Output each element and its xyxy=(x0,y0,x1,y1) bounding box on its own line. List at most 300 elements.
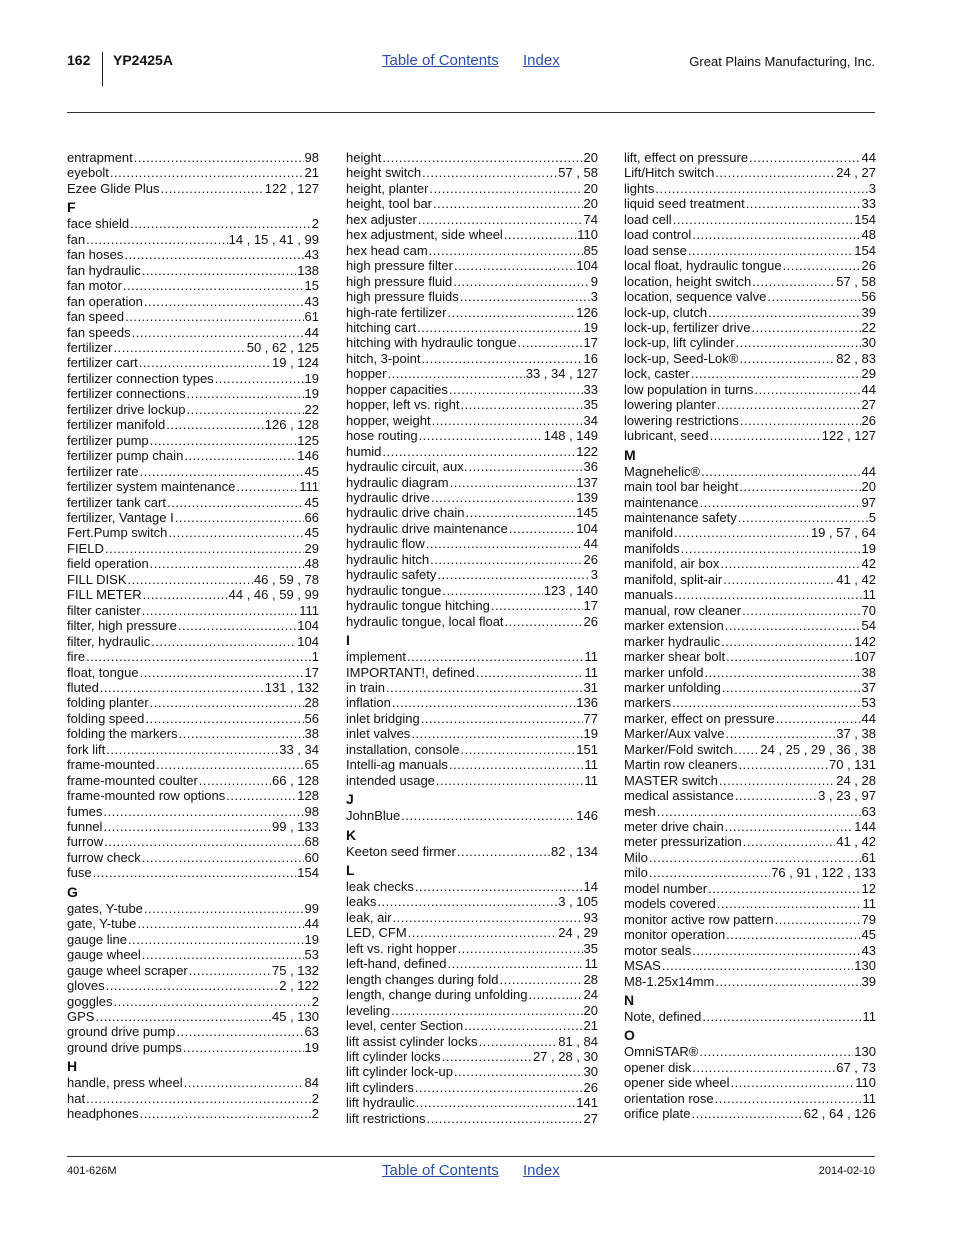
index-entry[interactable] xyxy=(624,1106,876,1121)
index-entry[interactable] xyxy=(346,925,598,940)
page-references[interactable]: 1 xyxy=(311,649,319,665)
index-entry[interactable] xyxy=(346,444,598,459)
index-entry[interactable] xyxy=(624,912,876,927)
index-entry[interactable] xyxy=(624,479,876,494)
page-references[interactable]: 138 xyxy=(297,262,319,278)
page-references[interactable]: 27 xyxy=(583,1110,598,1126)
index-entry[interactable] xyxy=(624,1075,876,1090)
page-references[interactable]: 5 xyxy=(868,509,876,525)
page-references[interactable]: 3 xyxy=(590,289,598,305)
index-entry[interactable] xyxy=(67,464,319,479)
page-references[interactable]: 19 xyxy=(304,370,319,386)
index-entry[interactable] xyxy=(67,901,319,916)
page-references[interactable]: 24 , 27 xyxy=(836,165,876,181)
index-entry[interactable] xyxy=(346,212,598,227)
index-entry[interactable] xyxy=(624,212,876,227)
index-entry[interactable] xyxy=(624,320,876,335)
index-entry[interactable] xyxy=(67,1091,319,1106)
page-references[interactable]: 70 , 131 xyxy=(829,757,876,773)
index-entry[interactable] xyxy=(346,289,598,304)
index-entry[interactable] xyxy=(67,232,319,247)
index-entry[interactable] xyxy=(67,355,319,370)
page-references[interactable]: 74 xyxy=(583,211,598,227)
index-entry[interactable] xyxy=(624,258,876,273)
index-entry[interactable] xyxy=(346,726,598,741)
page-references[interactable]: 104 xyxy=(297,618,319,634)
index-link-bottom[interactable]: Index xyxy=(523,1162,560,1179)
page-references[interactable]: 104 xyxy=(297,633,319,649)
page-references[interactable]: 79 xyxy=(861,911,876,927)
index-entry[interactable] xyxy=(67,1040,319,1055)
index-entry[interactable] xyxy=(624,366,876,381)
index-entry[interactable] xyxy=(67,788,319,803)
index-entry[interactable] xyxy=(346,165,598,180)
page-references[interactable]: 45 xyxy=(304,494,319,510)
index-entry[interactable] xyxy=(67,541,319,556)
index-entry[interactable] xyxy=(346,1003,598,1018)
page-references[interactable]: 3 , 105 xyxy=(558,894,598,910)
index-entry[interactable] xyxy=(67,572,319,587)
index-entry[interactable] xyxy=(67,963,319,978)
index-entry[interactable] xyxy=(346,490,598,505)
page-references[interactable]: 39 xyxy=(861,973,876,989)
page-references[interactable]: 61 xyxy=(304,309,319,325)
page-references[interactable]: 42 xyxy=(861,556,876,572)
page-references[interactable]: 82 , 83 xyxy=(836,350,876,366)
index-entry[interactable] xyxy=(67,386,319,401)
page-references[interactable]: 3 xyxy=(868,180,876,196)
page-references[interactable]: 57 , 58 xyxy=(558,165,598,181)
page-references[interactable]: 142 xyxy=(854,633,876,649)
index-entry[interactable] xyxy=(624,773,876,788)
page-references[interactable]: 67 , 73 xyxy=(836,1059,876,1075)
page-references[interactable]: 11 xyxy=(584,664,598,680)
page-references[interactable]: 38 xyxy=(861,664,876,680)
page-references[interactable]: 19 xyxy=(304,1039,319,1055)
index-entry[interactable] xyxy=(624,196,876,211)
page-references[interactable]: 75 , 132 xyxy=(272,962,319,978)
page-references[interactable]: 33 xyxy=(583,381,598,397)
page-references[interactable]: 2 xyxy=(311,216,319,232)
page-references[interactable]: 28 xyxy=(304,695,319,711)
index-entry[interactable] xyxy=(346,844,598,859)
index-entry[interactable] xyxy=(346,773,598,788)
page-references[interactable]: 20 xyxy=(583,150,598,165)
index-entry[interactable] xyxy=(67,916,319,931)
page-references[interactable]: 11 xyxy=(862,896,876,912)
index-entry[interactable] xyxy=(624,680,876,695)
index-entry[interactable] xyxy=(624,649,876,664)
page-references[interactable]: 20 xyxy=(583,1002,598,1018)
page-references[interactable]: 56 xyxy=(304,710,319,726)
page-references[interactable]: 122 , 127 xyxy=(264,180,319,196)
index-entry[interactable] xyxy=(624,695,876,710)
page-references[interactable]: 43 xyxy=(304,247,319,263)
page-references[interactable]: 99 xyxy=(304,900,319,916)
index-entry[interactable] xyxy=(624,927,876,942)
page-references[interactable]: 44 xyxy=(861,381,876,397)
page-references[interactable]: 107 xyxy=(854,649,876,665)
index-entry[interactable] xyxy=(67,680,319,695)
index-entry[interactable] xyxy=(67,402,319,417)
index-entry[interactable] xyxy=(67,495,319,510)
page-references[interactable]: 17 xyxy=(583,598,598,614)
page-references[interactable]: 111 xyxy=(299,479,319,495)
page-references[interactable]: 26 xyxy=(861,258,876,274)
index-entry[interactable] xyxy=(346,956,598,971)
page-references[interactable]: 15 xyxy=(304,278,319,294)
index-entry[interactable] xyxy=(67,294,319,309)
page-references[interactable]: 50 , 62 , 125 xyxy=(246,339,319,355)
page-references[interactable]: 20 xyxy=(583,196,598,212)
page-references[interactable]: 36 xyxy=(583,459,598,475)
page-references[interactable]: 44 , 46 , 59 , 99 xyxy=(228,587,319,603)
page-references[interactable]: 22 xyxy=(304,401,319,417)
page-references[interactable]: 76 , 91 , 122 , 133 xyxy=(771,865,876,881)
index-entry[interactable] xyxy=(346,459,598,474)
index-entry[interactable] xyxy=(67,804,319,819)
page-references[interactable]: 98 xyxy=(304,150,319,165)
index-entry[interactable] xyxy=(624,428,876,443)
index-entry[interactable] xyxy=(346,1111,598,1126)
page-references[interactable]: 54 xyxy=(861,618,876,634)
page-references[interactable]: 11 xyxy=(584,772,598,788)
page-references[interactable]: 29 xyxy=(861,366,876,382)
index-entry[interactable] xyxy=(624,495,876,510)
page-references[interactable]: 98 xyxy=(304,803,319,819)
index-entry[interactable] xyxy=(624,397,876,412)
index-entry[interactable] xyxy=(346,665,598,680)
page-references[interactable]: 148 , 149 xyxy=(543,428,598,444)
index-entry[interactable] xyxy=(624,742,876,757)
page-references[interactable]: 48 xyxy=(304,556,319,572)
page-references[interactable]: 30 xyxy=(861,335,876,351)
page-references[interactable]: 126 xyxy=(576,304,598,320)
index-entry[interactable] xyxy=(346,598,598,613)
index-entry[interactable] xyxy=(67,371,319,386)
index-entry[interactable] xyxy=(624,634,876,649)
page-references[interactable]: 35 xyxy=(583,940,598,956)
page-references[interactable]: 141 xyxy=(576,1095,598,1111)
page-references[interactable]: 2 , 122 xyxy=(279,978,319,994)
page-references[interactable]: 126 , 128 xyxy=(264,417,319,433)
index-entry[interactable] xyxy=(346,1034,598,1049)
index-entry[interactable] xyxy=(624,572,876,587)
page-references[interactable]: 137 xyxy=(576,474,598,490)
index-entry[interactable] xyxy=(346,181,598,196)
index-entry[interactable] xyxy=(67,978,319,993)
page-references[interactable]: 66 , 128 xyxy=(272,772,319,788)
index-entry[interactable] xyxy=(346,1049,598,1064)
page-references[interactable]: 43 xyxy=(861,942,876,958)
page-references[interactable]: 57 , 58 xyxy=(836,273,876,289)
page-references[interactable]: 19 xyxy=(583,319,598,335)
index-entry[interactable] xyxy=(624,541,876,556)
page-references[interactable]: 19 , 124 xyxy=(272,355,319,371)
page-references[interactable]: 24 , 28 xyxy=(836,772,876,788)
page-references[interactable]: 136 xyxy=(576,695,598,711)
index-entry[interactable] xyxy=(67,325,319,340)
index-entry[interactable] xyxy=(346,894,598,909)
index-entry[interactable] xyxy=(346,351,598,366)
index-entry[interactable] xyxy=(624,943,876,958)
index-entry[interactable] xyxy=(346,366,598,381)
page-references[interactable]: 68 xyxy=(304,834,319,850)
index-entry[interactable] xyxy=(624,711,876,726)
index-entry[interactable] xyxy=(346,987,598,1002)
page-references[interactable]: 33 , 34 xyxy=(279,741,319,757)
page-references[interactable]: 45 xyxy=(861,927,876,943)
page-references[interactable]: 27 , 28 , 30 xyxy=(532,1049,598,1065)
page-references[interactable]: 9 xyxy=(590,273,598,289)
page-references[interactable]: 45 , 130 xyxy=(272,1009,319,1025)
page-references[interactable]: 45 xyxy=(304,463,319,479)
page-references[interactable]: 81 , 84 xyxy=(558,1033,598,1049)
page-references[interactable]: 82 , 134 xyxy=(551,843,598,859)
index-entry[interactable] xyxy=(67,695,319,710)
page-references[interactable]: 11 xyxy=(584,757,598,773)
index-entry[interactable] xyxy=(67,448,319,463)
page-references[interactable]: 3 xyxy=(590,567,598,583)
index-entry[interactable] xyxy=(67,711,319,726)
index-entry[interactable] xyxy=(346,475,598,490)
page-references[interactable]: 26 xyxy=(583,1079,598,1095)
index-entry[interactable] xyxy=(346,552,598,567)
index-entry[interactable] xyxy=(624,335,876,350)
page-references[interactable]: 27 xyxy=(861,397,876,413)
index-entry[interactable] xyxy=(624,1091,876,1106)
page-references[interactable]: 22 xyxy=(861,319,876,335)
index-entry[interactable] xyxy=(346,649,598,664)
index-entry[interactable] xyxy=(67,278,319,293)
page-references[interactable]: 19 xyxy=(583,726,598,742)
index-entry[interactable] xyxy=(346,1064,598,1079)
page-references[interactable]: 53 xyxy=(861,695,876,711)
index-entry[interactable] xyxy=(67,757,319,772)
page-references[interactable]: 145 xyxy=(576,505,598,521)
page-references[interactable]: 21 xyxy=(304,165,319,181)
page-references[interactable]: 139 xyxy=(576,489,598,505)
index-entry[interactable] xyxy=(67,150,319,165)
index-entry[interactable] xyxy=(67,340,319,355)
page-references[interactable]: 24 , 25 , 29 , 36 , 38 xyxy=(760,741,876,757)
index-entry[interactable] xyxy=(624,165,876,180)
page-references[interactable]: 99 , 133 xyxy=(272,819,319,835)
page-references[interactable]: 60 xyxy=(304,849,319,865)
page-references[interactable]: 21 xyxy=(583,1018,598,1034)
index-entry[interactable] xyxy=(346,335,598,350)
page-references[interactable]: 131 , 132 xyxy=(264,679,319,695)
page-references[interactable]: 122 , 127 xyxy=(821,428,876,444)
index-entry[interactable] xyxy=(624,865,876,880)
page-references[interactable]: 24 , 29 xyxy=(558,925,598,941)
page-references[interactable]: 19 , 57 , 64 xyxy=(810,525,876,541)
page-references[interactable]: 17 xyxy=(583,335,598,351)
index-entry[interactable] xyxy=(624,243,876,258)
index-entry[interactable] xyxy=(346,227,598,242)
index-entry[interactable] xyxy=(624,464,876,479)
index-entry[interactable] xyxy=(346,1095,598,1110)
page-references[interactable]: 30 xyxy=(583,1064,598,1080)
page-references[interactable]: 122 xyxy=(576,443,598,459)
page-references[interactable]: 11 xyxy=(584,956,598,972)
index-entry[interactable] xyxy=(67,932,319,947)
index-entry[interactable] xyxy=(67,834,319,849)
page-references[interactable]: 11 xyxy=(862,1090,876,1106)
index-entry[interactable] xyxy=(67,165,319,180)
index-entry[interactable] xyxy=(67,634,319,649)
page-references[interactable]: 14 , 15 , 41 , 99 xyxy=(228,231,319,247)
index-entry[interactable] xyxy=(346,757,598,772)
index-entry[interactable] xyxy=(346,680,598,695)
page-references[interactable]: 66 xyxy=(304,509,319,525)
page-references[interactable]: 85 xyxy=(583,242,598,258)
index-entry[interactable] xyxy=(624,227,876,242)
index-entry[interactable] xyxy=(346,505,598,520)
page-references[interactable]: 34 xyxy=(583,412,598,428)
index-entry[interactable] xyxy=(624,556,876,571)
index-entry[interactable] xyxy=(624,757,876,772)
page-references[interactable]: 11 xyxy=(862,1009,876,1025)
index-entry[interactable] xyxy=(346,1018,598,1033)
index-entry[interactable] xyxy=(346,972,598,987)
index-entry[interactable] xyxy=(67,665,319,680)
index-entry[interactable] xyxy=(346,274,598,289)
page-references[interactable]: 104 xyxy=(576,520,598,536)
index-entry[interactable] xyxy=(67,994,319,1009)
index-entry[interactable] xyxy=(346,567,598,582)
index-entry[interactable] xyxy=(67,1024,319,1039)
page-references[interactable]: 125 xyxy=(297,432,319,448)
index-entry[interactable] xyxy=(346,614,598,629)
index-entry[interactable] xyxy=(624,896,876,911)
index-entry[interactable] xyxy=(624,305,876,320)
index-entry[interactable] xyxy=(624,603,876,618)
page-references[interactable]: 19 xyxy=(304,931,319,947)
index-entry[interactable] xyxy=(346,521,598,536)
index-entry[interactable] xyxy=(67,603,319,618)
index-entry[interactable] xyxy=(624,881,876,896)
page-references[interactable]: 29 xyxy=(304,540,319,556)
page-references[interactable]: 26 xyxy=(583,551,598,567)
index-entry[interactable] xyxy=(67,263,319,278)
index-entry[interactable] xyxy=(624,665,876,680)
page-references[interactable]: 44 xyxy=(304,916,319,932)
page-references[interactable]: 53 xyxy=(304,947,319,963)
index-entry[interactable] xyxy=(624,413,876,428)
index-entry[interactable] xyxy=(346,941,598,956)
index-entry[interactable] xyxy=(624,788,876,803)
page-references[interactable]: 35 xyxy=(583,397,598,413)
index-entry[interactable] xyxy=(346,428,598,443)
page-references[interactable]: 77 xyxy=(583,710,598,726)
index-entry[interactable] xyxy=(346,695,598,710)
page-references[interactable]: 84 xyxy=(304,1075,319,1091)
index-entry[interactable] xyxy=(346,320,598,335)
index-entry[interactable] xyxy=(346,305,598,320)
index-entry[interactable] xyxy=(346,196,598,211)
index-entry[interactable] xyxy=(346,536,598,551)
page-references[interactable]: 41 , 42 xyxy=(836,571,876,587)
page-references[interactable]: 11 xyxy=(862,587,876,603)
index-entry[interactable] xyxy=(67,587,319,602)
page-references[interactable]: 154 xyxy=(297,865,319,881)
index-entry[interactable] xyxy=(67,433,319,448)
index-entry[interactable] xyxy=(67,947,319,962)
page-references[interactable]: 31 xyxy=(583,679,598,695)
index-entry[interactable] xyxy=(624,618,876,633)
index-entry[interactable] xyxy=(67,216,319,231)
page-references[interactable]: 44 xyxy=(861,463,876,479)
page-references[interactable]: 93 xyxy=(583,909,598,925)
page-references[interactable]: 111 xyxy=(299,602,319,618)
page-references[interactable]: 70 xyxy=(861,602,876,618)
index-entry[interactable] xyxy=(67,865,319,880)
index-entry[interactable] xyxy=(67,479,319,494)
page-references[interactable]: 2 xyxy=(311,993,319,1009)
page-references[interactable]: 37 , 38 xyxy=(836,726,876,742)
page-references[interactable]: 17 xyxy=(304,664,319,680)
index-entry[interactable] xyxy=(624,958,876,973)
page-references[interactable]: 130 xyxy=(854,1044,876,1060)
page-references[interactable]: 61 xyxy=(861,849,876,865)
index-entry[interactable] xyxy=(624,974,876,989)
page-references[interactable]: 20 xyxy=(583,180,598,196)
index-entry[interactable] xyxy=(67,742,319,757)
page-references[interactable]: 151 xyxy=(576,741,598,757)
index-entry[interactable] xyxy=(67,618,319,633)
index-entry[interactable] xyxy=(624,1044,876,1059)
index-entry[interactable] xyxy=(624,1009,876,1024)
index-entry[interactable] xyxy=(67,649,319,664)
page-references[interactable]: 44 xyxy=(861,150,876,165)
index-entry[interactable] xyxy=(346,397,598,412)
index-entry[interactable] xyxy=(67,247,319,262)
page-references[interactable]: 43 xyxy=(304,293,319,309)
index-entry[interactable] xyxy=(624,587,876,602)
page-references[interactable]: 146 xyxy=(576,808,598,824)
page-references[interactable]: 46 , 59 , 78 xyxy=(253,571,319,587)
page-references[interactable]: 45 xyxy=(304,525,319,541)
index-entry[interactable] xyxy=(346,1080,598,1095)
page-references[interactable]: 62 , 64 , 126 xyxy=(803,1106,876,1122)
page-references[interactable]: 2 xyxy=(311,1090,319,1106)
index-entry[interactable] xyxy=(67,1106,319,1121)
index-entry[interactable] xyxy=(67,525,319,540)
page-references[interactable]: 104 xyxy=(576,258,598,274)
page-references[interactable]: 123 , 140 xyxy=(543,582,598,598)
index-entry[interactable] xyxy=(67,1009,319,1024)
index-entry[interactable] xyxy=(624,150,876,165)
toc-link-top[interactable]: Table of Contents xyxy=(382,52,499,69)
page-references[interactable]: 37 xyxy=(861,679,876,695)
index-entry[interactable] xyxy=(346,150,598,165)
page-references[interactable]: 39 xyxy=(861,304,876,320)
page-references[interactable]: 44 xyxy=(861,710,876,726)
page-references[interactable]: 19 xyxy=(304,386,319,402)
page-references[interactable]: 33 xyxy=(861,196,876,212)
index-entry[interactable] xyxy=(624,525,876,540)
index-entry[interactable] xyxy=(67,309,319,324)
index-entry[interactable] xyxy=(624,181,876,196)
index-entry[interactable] xyxy=(67,181,319,196)
index-entry[interactable] xyxy=(346,910,598,925)
index-entry[interactable] xyxy=(624,351,876,366)
page-references[interactable]: 16 xyxy=(583,350,598,366)
page-references[interactable]: 28 xyxy=(583,971,598,987)
index-entry[interactable] xyxy=(624,850,876,865)
index-entry[interactable] xyxy=(67,773,319,788)
